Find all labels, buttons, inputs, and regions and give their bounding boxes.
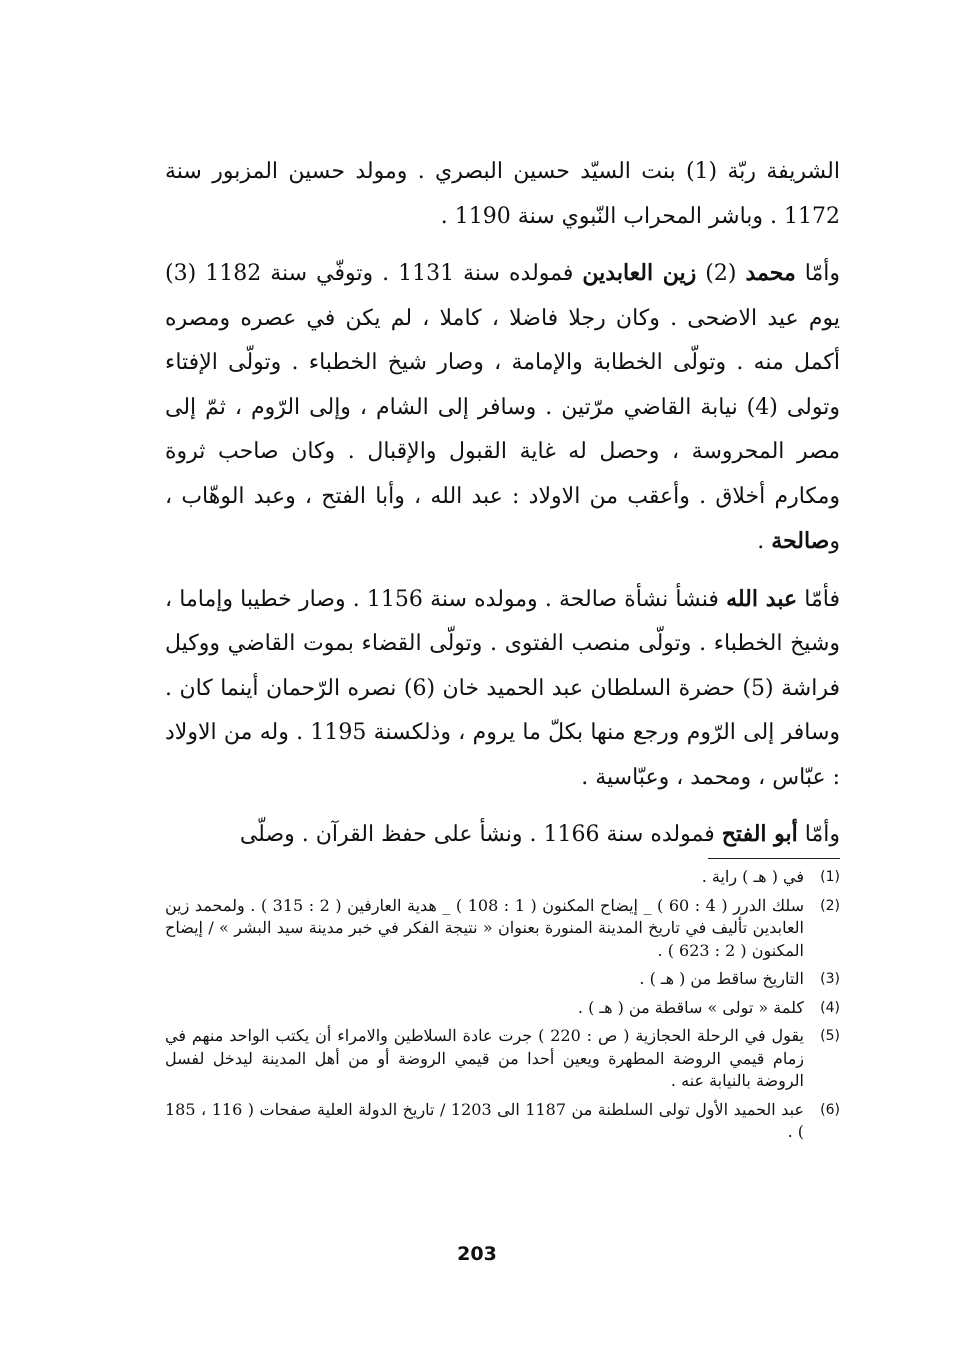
footnote-number: (4) [820,999,840,1016]
footnote-number: (6) [820,1101,840,1118]
footnote-text: سلك الدرر ( 4 : 60 ) _ إيضاح المكنون ( 1 : 108 ) _ هدية العارفين ( 2 : 315 ) . ولمحمد زين العابدين تأليف في تاريخ المدينة المنورة بعنوان « نتيجة الفكر في خبر مدينة سيد البشر » / إيضاح المكنون ( 2 : 623 ) . [165,895,805,960]
paragraph [165,577,840,801]
footnote-text: عبد الحميد الأول تولى السلطنة من 1187 الى 1203 / تاريخ الدولة العلية صفحات ( 116 ، 185 ) . [165,1099,805,1141]
paragraph [165,150,840,239]
bold-name: محمد [745,260,796,286]
footnote-text: يقول في الرحلة الحجازية ( ص : 220 ) جرت عادة السلاطين والامراء أن يكتب الواحد منهم في زمام قيمي الروضة المطهرة ويعين أحدا من قيمي الروضة أو من أهل المدينة ليدخل لفسل الروضة بالنيابة عنه . [165,1026,804,1090]
footnote-number: (2) [820,897,840,914]
footnote-text: في ( هـ ) راية . [701,867,804,886]
paragraph [165,251,840,565]
footnote-item [165,1099,840,1144]
text-run: الشريفة ربّة (1) بنت السيّد حسين البصري . ومولد حسين المزبور سنة 1172 . وباشر المحراب النّبوي سنة 1190 . [165,159,840,229]
text-run: (2) [696,261,746,286]
footnote-item [165,1025,840,1093]
text-run: وأمّا [797,822,840,847]
bold-name: صالحة [771,528,830,554]
text-run: فأمّا [797,586,841,612]
main-text [165,150,840,858]
text-run: . [757,529,772,554]
footnote-text: كلمة « تولى » ساقطة من ( هـ ) . [577,997,804,1017]
footnote-number: (3) [820,971,840,987]
text-run: فمولده سنة 1131 . وتوفّي سنة 1182 (3) يوم عيد الاضحى . وكان رجلا فاضلا ، كاملا ، لم يكن في عصره ومصره أكمل منه . وتولّى الخطابة والإمامة ، وصار شيخ الخطباء . وتولّى الإفتاء وتولى (4) نيابة القاضي مرّتين . وسافر إلى الشام ، وإلى الرّوم ، ثمّ إلى مصر المحروسة ، وحصل له غاية القبول والإقبال . وكان صاحب ثروة ومكارم أخلاق . وأعقب من الاولاد : عبد الله ، وأبا الفتح ، وعبد الوهّاب ، و [165,261,840,554]
page-number: 203 [457,1243,497,1265]
text-run: فنشأ نشأة صالحة . ومولده سنة 1156 . وصار خطيبا وإماما ، وشيخ الخطباء . وتولّى منصب الفتوى . وتولّى القضاء بموت القاضي ووكيل فراشة (5) حضرة السلطان عبد الحميد خان (6) نصره الرّحمان أينما كان . وسافر إلى الرّوم ورجع منها بكلّ ما يروم ، وذلكسنة 1195 . وله من الاولاد : عبّاس ، ومحمد ، وعبّاسية . [165,586,841,790]
bold-name: أبو الفتح [721,821,798,847]
footnote-number: (1) [820,869,840,885]
footnotes [165,866,840,1150]
footnote-divider [708,858,840,859]
bold-name: عبد الله [726,585,798,612]
footnote-item [165,895,840,963]
footnote-item [165,997,840,1020]
paragraph [165,812,840,858]
footnote-text: التاريخ ساقط من ( هـ ) . [639,969,804,988]
bold-name: زين العابدين [582,260,697,286]
text-run: فمولده سنة 1166 . ونشأ على حفظ القرآن . وصلّى [239,822,722,847]
text-run: وأمّا [795,261,841,286]
footnote-number: (5) [820,1028,840,1044]
footnote-item [165,968,840,991]
footnote-item [165,866,840,889]
